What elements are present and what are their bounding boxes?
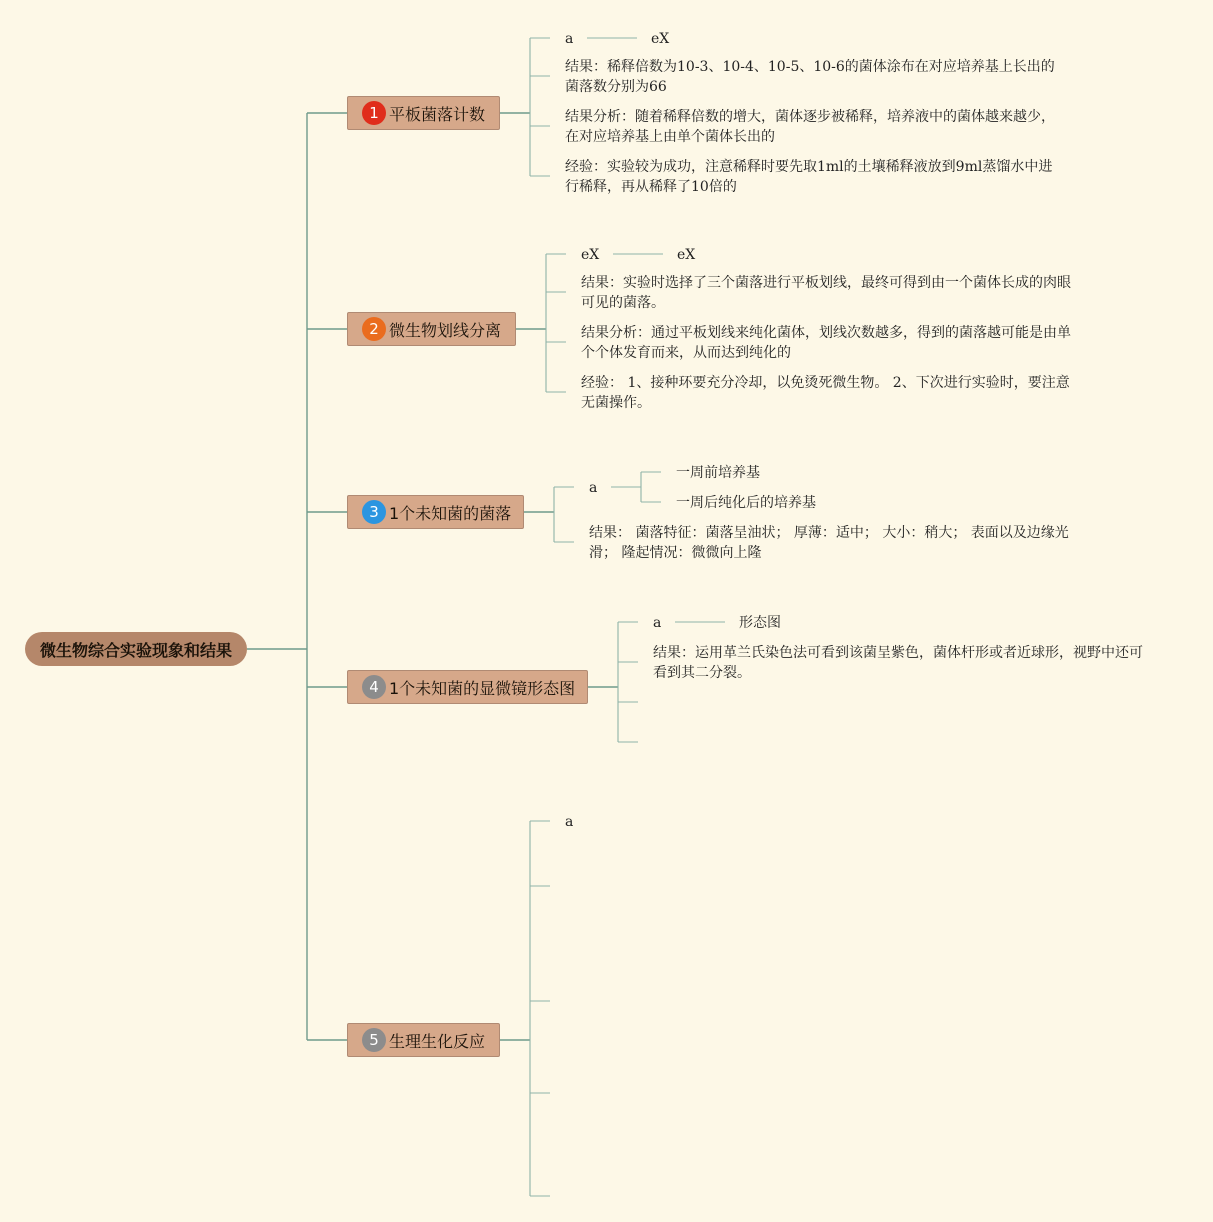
leaf-pair-left[interactable]: a — [589, 480, 598, 496]
leaf-result-analysis[interactable]: 结果分析：通过平板划线来纯化菌体，划线次数越多，得到的菌落越可能是由单个个体发育而来，从而达到纯化的 — [581, 323, 1081, 363]
branch-label: 微生物划线分离 — [389, 320, 502, 340]
leaf-sub-item[interactable]: 一周前培养基 — [676, 465, 760, 481]
number-badge-icon: 4 — [362, 675, 386, 699]
branch-node-biochemical-reaction[interactable] — [347, 1023, 500, 1057]
leaf-experience[interactable]: 经验：实验较为成功，注意稀释时要先取1ml的土壤稀释液放到9ml蒸馏水中进行稀释，再从稀释了10倍的 — [565, 157, 1065, 197]
branch-label: 1个未知菌的菌落 — [389, 503, 512, 523]
leaf-pair-left[interactable]: a — [565, 31, 574, 47]
root-label: 微生物综合实验现象和结果 — [39, 640, 232, 660]
leaf-result[interactable]: 结果：实验时选择了三个菌落进行平板划线，最终可得到由一个菌体长成的肉眼可见的菌落。 — [581, 273, 1081, 313]
leaf-experience[interactable]: 经验： 1、接种环要充分冷却，以免烫死微生物。 2、下次进行实验时，要注意无菌操作。 — [581, 373, 1081, 413]
leaf-pair-left[interactable]: a — [653, 615, 662, 631]
branch-label: 平板菌落计数 — [389, 104, 486, 124]
number-badge-icon: 5 — [362, 1028, 386, 1052]
leaf-pair-right[interactable]: eX — [677, 247, 696, 263]
branch-label: 1个未知菌的显微镜形态图 — [389, 678, 576, 698]
branch-node-microscope-morphology[interactable] — [347, 670, 588, 704]
branch-node-streak-isolation[interactable] — [347, 312, 516, 346]
leaf-result-analysis[interactable]: 结果分析：随着稀释倍数的增大，菌体逐步被稀释，培养液中的菌体越来越少，在对应培养基上由单个菌体长出的 — [565, 107, 1065, 147]
number-badge-icon: 2 — [362, 317, 386, 341]
leaf-pair-right[interactable]: eX — [651, 31, 670, 47]
leaf-result[interactable]: 结果：稀释倍数为10-3、10-4、10-5、10-6的菌体涂布在对应培养基上长出的菌落数分别为66 — [565, 57, 1065, 97]
leaf-pair-right[interactable]: 形态图 — [739, 615, 781, 631]
branch-node-unknown-colony[interactable] — [347, 495, 524, 529]
branch-label: 生理生化反应 — [389, 1031, 486, 1051]
root-node[interactable] — [25, 632, 247, 666]
leaf-result[interactable]: 结果： 菌落特征：菌落呈油状； 厚薄：适中； 大小：稍大； 表面以及边缘光滑； 隆起情况：微微向上隆 — [589, 525, 1069, 561]
number-badge-icon: 1 — [362, 101, 386, 125]
leaf-sub-item[interactable]: 一周后纯化后的培养基 — [676, 495, 816, 511]
branch-node-plate-count[interactable] — [347, 96, 500, 130]
leaf-result[interactable]: 结果：运用革兰氏染色法可看到该菌呈紫色，菌体杆形或者近球形，视野中还可看到其二分裂。 — [653, 643, 1153, 683]
leaf-pair-left[interactable]: eX — [581, 247, 600, 263]
number-badge-icon: 3 — [362, 500, 386, 524]
leaf-pair-left[interactable]: a — [565, 814, 574, 830]
